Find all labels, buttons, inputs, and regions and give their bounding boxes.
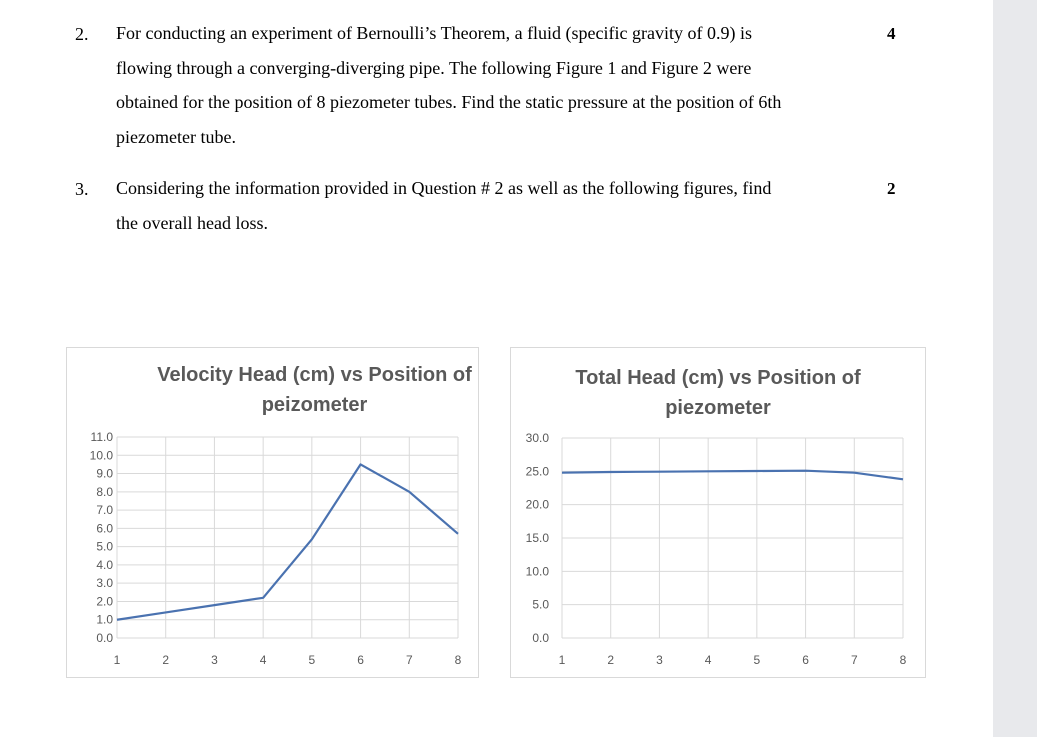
y-tick-label: 6.0 — [96, 521, 113, 536]
y-tick-label: 3.0 — [96, 576, 113, 591]
y-tick-label: 0.0 — [532, 631, 549, 645]
x-tick-label: 3 — [656, 653, 663, 667]
x-tick-label: 7 — [405, 653, 413, 667]
y-tick-label: 5.0 — [532, 597, 549, 612]
x-tick-label: 1 — [113, 653, 121, 667]
y-tick-label: 15.0 — [525, 531, 549, 545]
y-tick-label: 10.0 — [89, 448, 113, 463]
total-head-chart — [510, 347, 926, 678]
y-tick-label: 4.0 — [96, 557, 113, 572]
x-tick-label: 2 — [607, 653, 615, 667]
y-tick-label: 9.0 — [96, 466, 113, 481]
chart-plot — [511, 348, 925, 677]
question-2-line-4: piezometer tube. — [116, 126, 236, 147]
x-tick-label: 5 — [753, 653, 761, 667]
y-tick-label: 1.0 — [96, 612, 113, 627]
question-3-line-1: Considering the information provided in Question # 2 as well as the following figures, find — [116, 178, 772, 198]
y-tick-label: 0.0 — [96, 631, 113, 645]
question-3-line-2: the overall head loss. — [116, 212, 268, 233]
question-2-line-1: For conducting an experiment of Bernoulli’s Theorem, a fluid (specific gravity of 0.9) is — [116, 23, 753, 43]
y-tick-label: 25.0 — [525, 464, 549, 479]
series-line — [117, 464, 458, 619]
y-tick-label: 30.0 — [525, 431, 549, 445]
y-tick-label: 11.0 — [90, 430, 113, 444]
chart-title-line-1: Total Head (cm) vs Position of — [575, 367, 861, 389]
chart-title-line-2: piezometer — [665, 397, 771, 419]
x-tick-label: 6 — [357, 653, 364, 667]
page-gutter — [993, 0, 1037, 737]
y-tick-label: 20.0 — [525, 497, 549, 512]
question-2-line-2: flowing through a converging-diverging pipe. The following Figure 1 and Figure 2 were — [116, 57, 752, 78]
x-tick-label: 2 — [162, 653, 170, 667]
chart-title-line-2: peizometer — [261, 394, 368, 416]
y-tick-label: 5.0 — [96, 539, 113, 554]
x-tick-label: 4 — [259, 653, 267, 667]
question-2-marks: 4 — [887, 24, 896, 43]
x-tick-label: 8 — [454, 653, 462, 667]
x-tick-label: 4 — [704, 653, 712, 667]
velocity-head-chart — [66, 347, 479, 678]
question-3-number: 3. — [75, 179, 89, 199]
chart-plot — [67, 348, 478, 677]
y-tick-label: 8.0 — [96, 484, 113, 499]
chart-title-line-1: Velocity Head (cm) vs Position of — [157, 364, 472, 386]
question-3-text — [116, 171, 771, 240]
question-3-marks: 2 — [887, 179, 896, 198]
x-tick-label: 8 — [899, 653, 907, 667]
x-tick-label: 7 — [850, 653, 858, 667]
y-tick-label: 7.0 — [96, 503, 113, 518]
x-tick-label: 5 — [308, 653, 316, 667]
y-tick-label: 2.0 — [96, 594, 113, 609]
y-tick-label: 10.0 — [525, 564, 549, 579]
question-2-text — [116, 16, 781, 154]
question-2-line-3: obtained for the position of 8 piezometer tubes. Find the static pressure at the position of 6th — [116, 92, 782, 112]
x-tick-label: 3 — [211, 653, 218, 667]
series-line — [562, 471, 903, 480]
x-tick-label: 1 — [558, 653, 566, 667]
x-tick-label: 6 — [802, 653, 809, 667]
question-2-number: 2. — [75, 24, 89, 44]
